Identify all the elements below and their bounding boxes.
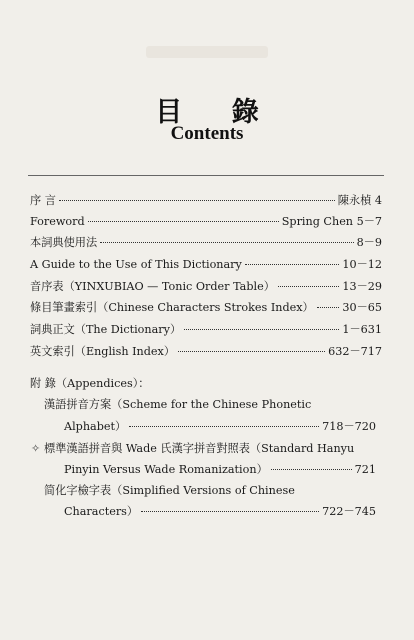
toc-entry-dictionary[interactable] [30, 323, 382, 337]
leader-dots [317, 307, 340, 308]
toc-entry-title: Foreword [30, 215, 85, 228]
title-divider [28, 175, 384, 176]
appendix-phonetic-line1[interactable]: 漢語拼音方案（Scheme for the Chinese Phonetic [44, 398, 312, 411]
toc-entry-title: 詞典正文（The Dictionary） [30, 323, 182, 336]
appendix-romanization[interactable] [64, 463, 376, 477]
margin-mark-icon: ✧ [31, 442, 41, 455]
page-title-chinese: 目 錄 [155, 97, 279, 128]
toc-entry-title: 音序表（YINXUBIAO — Tonic Order Table） [30, 280, 275, 293]
leader-dots [184, 329, 339, 330]
toc-entry-title: 條目筆畫索引（Chinese Characters Strokes Index） [30, 301, 314, 314]
toc-entry-page: 10－12 [342, 258, 382, 271]
bleed-through-mark [146, 46, 268, 58]
page-title-english: Contents [170, 123, 244, 144]
leader-dots [278, 286, 339, 287]
toc-entry-page: 1－631 [342, 323, 382, 336]
toc-entry-title: 英文索引（English Index） [30, 345, 176, 358]
toc-entry-guide[interactable] [30, 258, 382, 272]
toc-entry-title: 本詞典使用法 [30, 236, 98, 249]
leader-dots [129, 426, 319, 427]
toc-entry-foreword[interactable] [30, 215, 382, 229]
appendices-heading: 附 錄（Appendices）： [30, 377, 150, 390]
appendix-simplified[interactable] [64, 505, 376, 519]
toc-entry-page: 30－65 [342, 301, 382, 314]
toc-entry-page: 632－717 [328, 345, 382, 358]
leader-dots [59, 200, 335, 201]
toc-entry-page: 718－720 [322, 420, 376, 433]
leader-dots [141, 511, 319, 512]
leader-dots [271, 469, 352, 470]
toc-entry-title: Alphabet） [64, 420, 127, 433]
toc-entry-english-index[interactable] [30, 345, 382, 359]
toc-entry-title: Characters） [64, 505, 139, 518]
toc-entry-usage[interactable] [30, 236, 382, 250]
toc-entry-title: 序 言 [30, 194, 56, 207]
toc-entry-title: A Guide to the Use of This Dictionary [30, 258, 242, 271]
leader-dots [245, 264, 339, 265]
leader-dots [100, 242, 353, 243]
toc-entry-page: Spring Chen 5－7 [281, 215, 382, 228]
appendix-simplified-line1[interactable]: 简化字檢字表（Simplified Versions of Chinese [44, 484, 295, 497]
toc-entry-page: 721 [354, 463, 376, 476]
toc-entry-preface[interactable] [30, 194, 382, 208]
leader-dots [88, 221, 279, 222]
toc-entry-strokes-index[interactable] [30, 301, 382, 315]
toc-entry-page: 13－29 [342, 280, 382, 293]
toc-entry-page: 722－745 [322, 505, 376, 518]
appendix-phonetic[interactable] [64, 420, 376, 434]
toc-entry-page: 陳永楨 4 [337, 194, 382, 207]
toc-entry-page: 8－9 [356, 236, 382, 249]
appendix-romanization-line1[interactable]: 標準漢語拼音與 Wade 氏漢字拼音對照表（Standard Hanyu [44, 442, 355, 455]
leader-dots [178, 351, 325, 352]
toc-entry-tonic-order[interactable] [30, 280, 382, 294]
toc-entry-title: Pinyin Versus Wade Romanization） [64, 463, 268, 476]
